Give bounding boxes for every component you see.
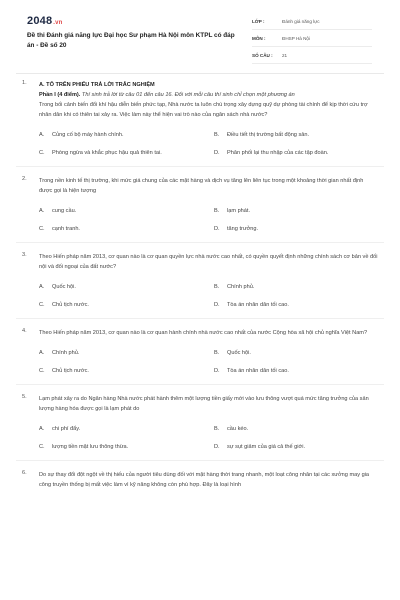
answer-option-a[interactable]	[39, 202, 214, 220]
answer-options	[39, 202, 378, 238]
answer-options	[39, 126, 378, 162]
question-5	[0, 394, 400, 456]
logo-text: 2048	[27, 15, 53, 27]
option-text: Tòa án nhân dân tối cao.	[227, 302, 289, 308]
part-instruction	[39, 90, 378, 100]
option-letter: B.	[214, 350, 220, 356]
answer-options	[39, 278, 378, 314]
option-letter: B.	[214, 284, 220, 290]
option-text: lạm phát.	[227, 208, 251, 214]
option-letter: D.	[214, 368, 220, 374]
meta-row-class	[252, 13, 372, 30]
document-title: Đề thi Đánh giá năng lực Đại học Sư phạm Hà Nội môn KTPL có đáp án - Đề số 20	[27, 32, 235, 49]
meta-key: MÔN :	[252, 35, 266, 41]
option-text: sự sụt giảm của giá cả thế giới.	[227, 444, 305, 450]
question-6	[0, 470, 400, 490]
option-text: Quốc hội.	[52, 284, 76, 290]
question-text: Theo Hiến pháp năm 2013, cơ quan nào là cơ quan quyền lực nhà nước cao nhất, có quyền quyết định những chính sách cơ bản về đối nội và đối ngoại của đất nước?	[39, 254, 378, 270]
answer-option-b[interactable]	[214, 202, 374, 220]
option-letter: A.	[39, 350, 45, 356]
question-number: 2.	[22, 176, 27, 182]
option-letter: B.	[214, 426, 220, 432]
option-text: Chủ tịch nước.	[52, 368, 89, 374]
answer-options	[39, 344, 378, 380]
option-letter: C.	[39, 302, 45, 308]
option-text: tăng trưởng.	[227, 226, 259, 232]
header-divider	[16, 73, 384, 74]
question-1	[0, 80, 400, 162]
answer-options	[39, 420, 378, 456]
option-letter: A.	[39, 208, 45, 214]
answer-option-a[interactable]	[39, 420, 214, 438]
answer-option-b[interactable]	[214, 126, 374, 144]
answer-option-c[interactable]	[39, 220, 214, 238]
page-header	[0, 0, 400, 68]
meta-row-count	[252, 47, 372, 64]
question-text: Trong nền kinh tế thị trường, khi mức giá chung của các mặt hàng và dịch vụ tăng lên liên tục trong một khoảng thời gian nhất định được gọi là hiện tượng	[39, 178, 364, 194]
question-text: Lạm phát xảy ra do Ngân hàng Nhà nước phát hành thêm một lượng tiền giấy mới vào lưu thông vượt quá mức tăng trưởng của sản lượng hàng hóa được gọi là lạm phát do	[39, 396, 369, 412]
question-3	[0, 252, 400, 314]
answer-option-b[interactable]	[214, 278, 374, 296]
part-label: Phần I (4 điểm).	[39, 92, 81, 98]
option-letter: D.	[214, 302, 220, 308]
option-text: Chính phủ.	[227, 284, 255, 290]
option-text: Điều tiết thị trường bất động sản.	[227, 132, 310, 138]
question-divider	[16, 384, 384, 385]
meta-key: LỚP :	[252, 18, 265, 24]
option-text: Chủ tịch nước.	[52, 302, 89, 308]
answer-option-a[interactable]	[39, 344, 214, 362]
option-letter: B.	[214, 132, 220, 138]
answer-option-b[interactable]	[214, 344, 374, 362]
option-text: cầu kéo.	[227, 426, 249, 432]
question-divider	[16, 318, 384, 319]
question-divider	[16, 460, 384, 461]
meta-value: 21	[282, 52, 288, 58]
option-letter: C.	[39, 444, 45, 450]
question-divider	[16, 242, 384, 243]
option-text: Chính phủ.	[52, 350, 80, 356]
option-text: lượng tiền mặt lưu thông thừa.	[52, 444, 129, 450]
question-text: Trong bối cảnh biến đổi khí hậu diễn biến phức tạp, Nhà nước ta luôn chú trọng xây dựng quỹ dự phòng tài chính để kịp thời cứu trợ nhân dân khi có thiên tai xảy ra. Việc làm này thể hiện vai trò nào của ngân sách nhà nước?	[39, 102, 368, 118]
answer-option-d[interactable]	[214, 296, 374, 314]
option-letter: D.	[214, 226, 220, 232]
question-text: Do sự thay đổi đột ngột về thị hiếu của người tiêu dùng đối với mặt hàng thời trang nhanh, một loạt công nhân tại các xưởng may gia công truyền thống bị mất việc làm vì kỹ năng không còn phù hợp. Đây là loại hình	[39, 472, 370, 488]
answer-option-c[interactable]	[39, 144, 214, 162]
meta-value: ĐHSP Hà Nội	[282, 35, 310, 41]
question-number: 5.	[22, 394, 27, 400]
section-title: A. TÔ TRÊN PHIẾU TRẢ LỜI TRẮC NGHIỆM	[39, 82, 155, 88]
answer-option-a[interactable]	[39, 126, 214, 144]
question-number: 3.	[22, 252, 27, 258]
option-text: Tòa án nhân dân tối cao.	[227, 368, 289, 374]
meta-table	[252, 13, 372, 64]
question-divider	[16, 166, 384, 167]
question-number: 6.	[22, 470, 27, 476]
option-letter: C.	[39, 368, 45, 374]
option-text: Phòng ngừa và khắc phục hậu quả thiên tai.	[52, 150, 162, 156]
answer-option-d[interactable]	[214, 362, 374, 380]
question-number: 1.	[22, 80, 27, 86]
answer-option-d[interactable]	[214, 144, 374, 162]
answer-option-c[interactable]	[39, 362, 214, 380]
question-text: Theo Hiến pháp năm 2013, cơ quan nào là cơ quan hành chính nhà nước cao nhất của nước Cộng hòa xã hội chủ nghĩa Việt Nam?	[39, 330, 368, 336]
meta-key: SỐ CÂU :	[252, 52, 273, 58]
meta-value: Đánh giá năng lực	[282, 18, 320, 24]
option-letter: A.	[39, 426, 45, 432]
option-text: cung cầu.	[52, 208, 77, 214]
question-2	[0, 176, 400, 238]
option-text: cạnh tranh.	[52, 226, 80, 232]
site-logo[interactable]	[27, 15, 63, 27]
answer-option-a[interactable]	[39, 278, 214, 296]
option-letter: B.	[214, 208, 220, 214]
option-letter: C.	[39, 226, 45, 232]
option-letter: A.	[39, 284, 45, 290]
meta-row-subject	[252, 30, 372, 47]
answer-option-c[interactable]	[39, 296, 214, 314]
option-letter: C.	[39, 150, 45, 156]
logo-suffix: .vn	[53, 20, 63, 26]
option-letter: D.	[214, 444, 220, 450]
answer-option-d[interactable]	[214, 438, 374, 456]
option-text: Quốc hội.	[227, 350, 251, 356]
question-list	[0, 80, 400, 490]
part-instruction-text: Thí sinh trả lời từ câu 01 đến câu 16. Đối với mỗi câu thí sinh chỉ chọn một phương án	[80, 92, 295, 98]
option-text: Củng cố bộ máy hành chính.	[52, 132, 124, 138]
answer-option-c[interactable]	[39, 438, 214, 456]
question-4	[0, 328, 400, 380]
option-text: chi phí đẩy.	[52, 426, 81, 432]
answer-option-b[interactable]	[214, 420, 374, 438]
option-letter: A.	[39, 132, 45, 138]
answer-option-d[interactable]	[214, 220, 374, 238]
option-letter: D.	[214, 150, 220, 156]
question-number: 4.	[22, 328, 27, 334]
option-text: Phân phối lại thu nhập của các tập đoàn.	[227, 150, 329, 156]
